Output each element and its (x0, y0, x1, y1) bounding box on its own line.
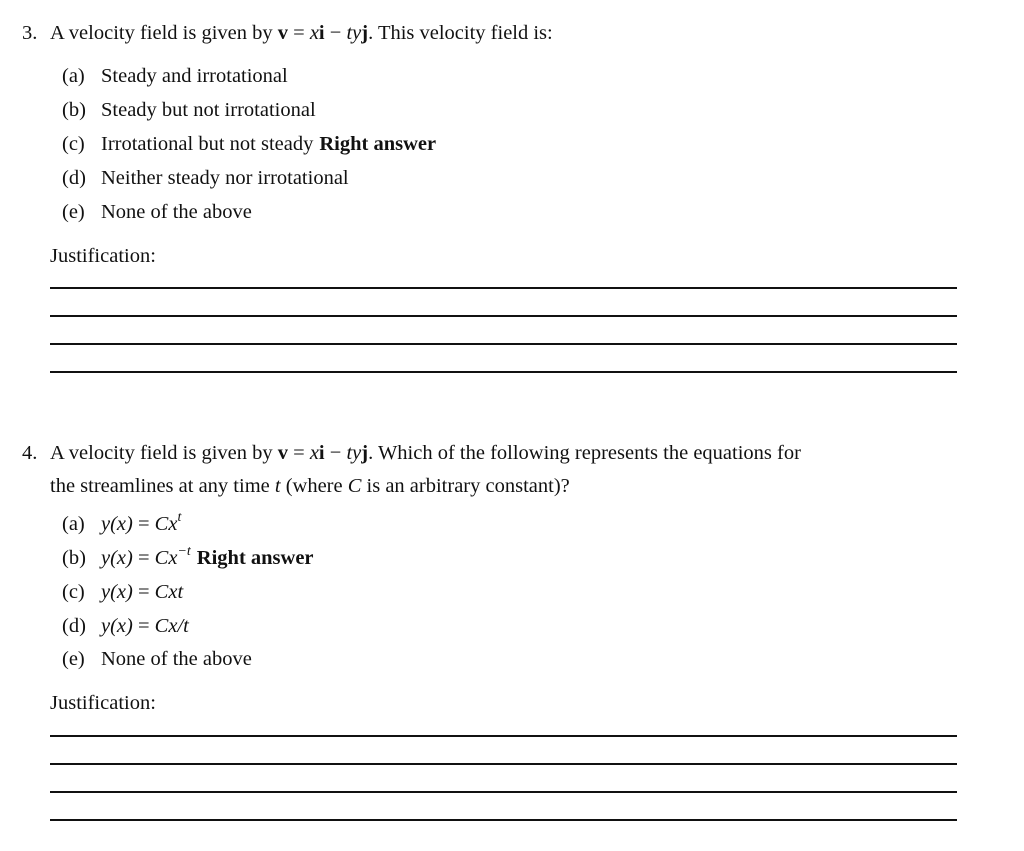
option-text: $y(x) = Cx^t$ (101, 510, 182, 535)
option-text: y(x) = Cx/t (101, 615, 189, 637)
option-label: (a) (62, 513, 85, 535)
option-label: (b) (62, 99, 86, 121)
option-label: (c) (62, 133, 85, 155)
answer-line (50, 763, 957, 765)
right-answer-mark: Right answer (319, 133, 437, 155)
answer-line (50, 315, 957, 317)
question-text: A velocity field is given by v = xi − tyj. Which of the following represents the equations for (50, 442, 801, 464)
justification-label: Justification: (50, 692, 156, 714)
option-text: Irrotational but not steady Right answer (101, 133, 437, 155)
option-text: None of the above (101, 648, 252, 670)
option-text: y(x) = Cxt (101, 581, 184, 603)
answer-line (50, 791, 957, 793)
option-label: (d) (62, 167, 86, 189)
option-label: (e) (62, 648, 85, 670)
answer-line (50, 287, 957, 289)
option-label: (c) (62, 581, 85, 603)
option-text: Steady but not irrotational (101, 99, 316, 121)
option-label: (a) (62, 65, 85, 87)
option-label: (b) (62, 547, 86, 569)
answer-line (50, 735, 957, 737)
option-text: $y(x) = Cx^{-t}$ Right answer (101, 544, 314, 569)
option-label: (d) (62, 615, 86, 637)
option-text: None of the above (101, 201, 252, 223)
question-text-line2: the streamlines at any time t (where C is an arbitrary constant)? (50, 475, 570, 497)
option-text: Neither steady nor irrotational (101, 167, 349, 189)
question-number: 3. (22, 22, 38, 44)
question-text: A velocity field is given by v = xi − tyj. This velocity field is: (50, 22, 553, 44)
right-answer-mark: Right answer (196, 547, 314, 569)
answer-line (50, 343, 957, 345)
answer-line (50, 371, 957, 373)
option-text: Steady and irrotational (101, 65, 288, 87)
justification-label: Justification: (50, 245, 156, 267)
answer-line (50, 819, 957, 821)
question-number: 4. (22, 442, 38, 464)
option-label: (e) (62, 201, 85, 223)
